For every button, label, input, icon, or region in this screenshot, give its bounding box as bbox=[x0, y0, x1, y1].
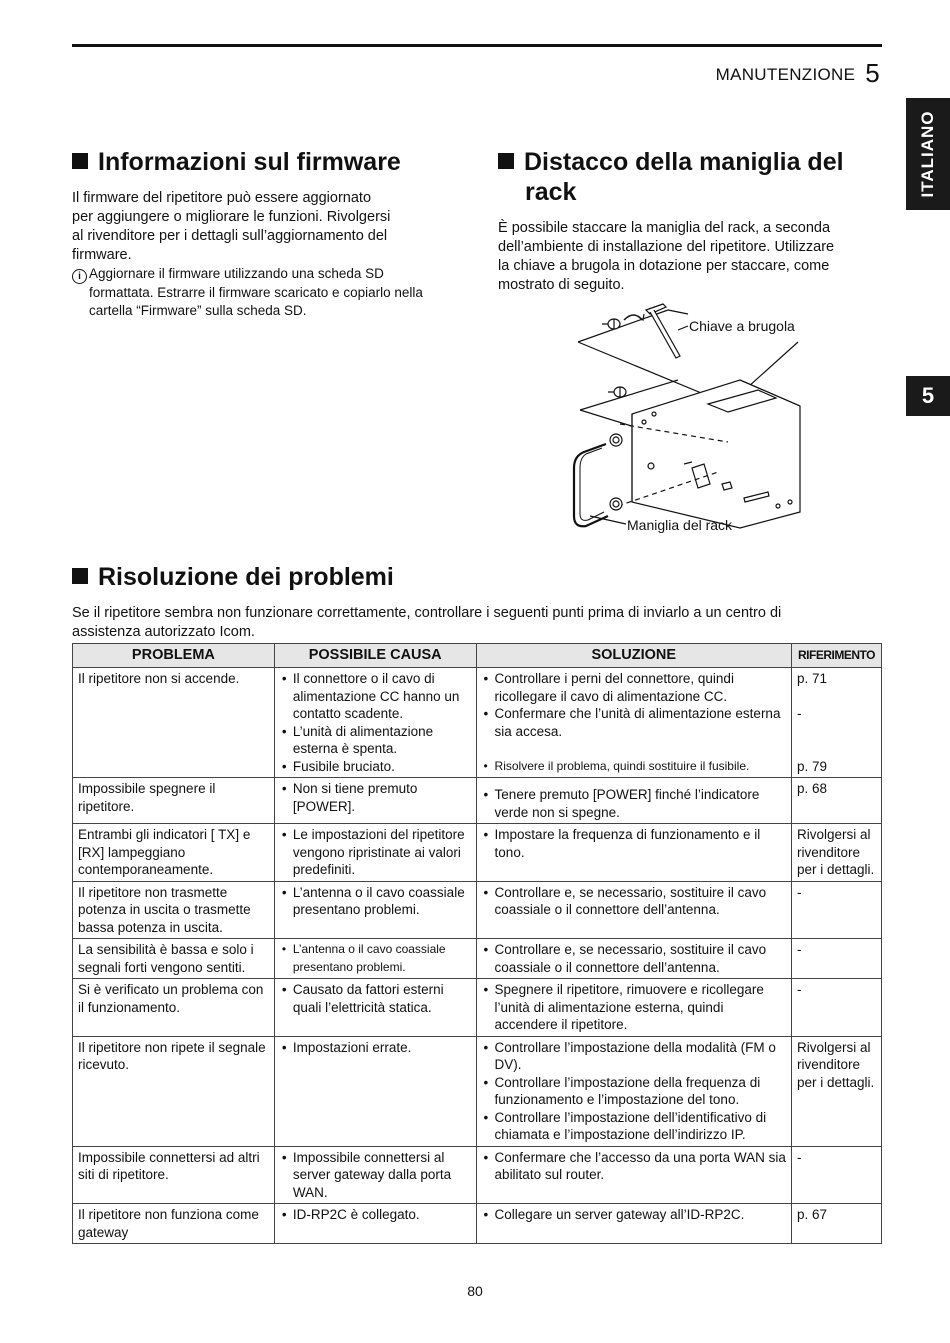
info-icon: i bbox=[72, 269, 87, 284]
solution-item: • Controllare l’impostazione della modalità (FM o DV). bbox=[482, 1039, 787, 1074]
solution-item: • Controllare i perni del connettore, quindi ricollegare il cavo di alimentazione CC. bbox=[482, 670, 787, 705]
table-row bbox=[73, 1204, 882, 1244]
cause-cell bbox=[274, 939, 476, 979]
text-line: Il firmware del ripetitore può essere aggiornato bbox=[72, 190, 372, 206]
problem-cell: Impossibile spegnere il ripetitore. bbox=[73, 778, 275, 824]
col-header-solution: SOLUZIONE bbox=[476, 644, 791, 668]
solution-item: • Controllare l’impostazione dell’identificativo di chiamata e l’impostazione dell’indirizzo IP. bbox=[482, 1109, 787, 1144]
cause-cell bbox=[274, 778, 476, 824]
language-tab-label: ITALIANO bbox=[918, 110, 937, 198]
solution-item: • Controllare e, se necessario, sostituire il cavo coassiale o il connettore dell’antenna. bbox=[482, 884, 787, 919]
heading-square-icon bbox=[72, 153, 88, 169]
running-header bbox=[716, 58, 880, 89]
solution-cell bbox=[476, 1204, 791, 1244]
handle-label: Maniglia del rack bbox=[627, 517, 733, 533]
language-tab bbox=[906, 98, 950, 210]
reference-cell: Rivolgersi al rivenditore per i dettagli. bbox=[791, 1036, 881, 1146]
section-title: MANUTENZIONE bbox=[715, 65, 856, 84]
screw-icon bbox=[602, 319, 620, 329]
col-header-reference: RIFERIMENTO bbox=[791, 644, 881, 668]
solution-item: • Spegnere il ripetitore, rimuovere e ricollegare l’unità di alimentazione esterna, quindi accendere il ripetitore. bbox=[482, 981, 787, 1034]
chapter-tab: 5 bbox=[906, 376, 950, 416]
solution-cell bbox=[476, 824, 791, 882]
solution-cell bbox=[476, 668, 791, 778]
table-row bbox=[73, 824, 882, 882]
solution-item: • Risolvere il problema, quindi sostituire il fusibile. bbox=[482, 758, 787, 776]
cause-item: • Il connettore o il cavo di alimentazione CC hanno un contatto scadente. bbox=[280, 670, 472, 723]
table-row bbox=[73, 1036, 882, 1146]
problem-cell: Entrambi gli indicatori [ TX] e [RX] lampeggiano contemporaneamente. bbox=[73, 824, 275, 882]
cause-cell bbox=[274, 824, 476, 882]
reference-cell: p. 67 bbox=[791, 1204, 881, 1244]
table-row bbox=[73, 979, 882, 1037]
cause-cell bbox=[274, 1204, 476, 1244]
troubleshooting-title: Risoluzione dei problemi bbox=[98, 563, 394, 591]
problem-cell: Il ripetitore non si accende. bbox=[73, 668, 275, 778]
text-line: dell’ambiente di installazione del ripetitore. Utilizzare bbox=[498, 239, 835, 255]
problem-cell: Impossibile connettersi ad altri siti di ripetitore. bbox=[73, 1146, 275, 1204]
problem-cell: Il ripetitore non trasmette potenza in uscita o trasmette bassa potenza in uscita. bbox=[73, 881, 275, 939]
note-line: formattata. Estrarre il firmware scaricato e copiarlo nella bbox=[89, 285, 423, 300]
text-line: È possibile staccare la maniglia del rack, a seconda bbox=[498, 220, 831, 236]
troubleshooting-intro bbox=[72, 604, 781, 642]
table-row bbox=[73, 668, 882, 778]
text-line: assistenza autorizzato Icom. bbox=[72, 624, 255, 640]
reference-item: p. 79 bbox=[796, 758, 828, 774]
table-header-row bbox=[73, 644, 882, 668]
page-number: 80 bbox=[467, 1283, 483, 1299]
rack-text bbox=[498, 219, 834, 295]
reference-item: p. 71 bbox=[796, 671, 828, 686]
firmware-text bbox=[72, 189, 390, 265]
problem-cell: La sensibilità è bassa e solo i segnali forti vengono sentiti. bbox=[73, 939, 275, 979]
solution-cell bbox=[476, 881, 791, 939]
reference-cell: Rivolgersi al rivenditore per i dettagli. bbox=[791, 824, 881, 882]
cause-item: • ID-RP2C è collegato. bbox=[280, 1206, 472, 1224]
cause-item: • Le impostazioni del ripetitore vengono ripristinate ai valori predefiniti. bbox=[280, 826, 472, 879]
solution-item: • Impostare la frequenza di funzionamento e il tono. bbox=[482, 826, 787, 861]
solution-item: • Confermare che l’accesso da una porta WAN sia abilitato sul router. bbox=[482, 1149, 787, 1184]
cause-cell bbox=[274, 1146, 476, 1204]
cause-cell bbox=[274, 668, 476, 778]
problem-cell: Si è verificato un problema con il funzionamento. bbox=[73, 979, 275, 1037]
cause-item: • Non si tiene premuto [POWER]. bbox=[280, 780, 472, 815]
note-line: Aggiornare il firmware utilizzando una scheda SD bbox=[89, 266, 384, 281]
firmware-heading bbox=[72, 147, 401, 177]
solution-item: • Confermare che l’unità di alimentazione esterna sia accesa. bbox=[482, 705, 787, 740]
solution-cell bbox=[476, 1036, 791, 1146]
reference-cell: p. 68 bbox=[791, 778, 881, 824]
troubleshooting-heading bbox=[72, 562, 394, 592]
cause-item: • Causato da fattori esterni quali l’elettricità statica. bbox=[280, 981, 472, 1016]
cause-cell bbox=[274, 979, 476, 1037]
reference-cell bbox=[791, 668, 881, 778]
troubleshooting-table bbox=[72, 643, 882, 1244]
text-line: per aggiungere o migliorare le funzioni. Rivolgersi bbox=[72, 209, 391, 225]
problem-cell: Il ripetitore non ripete il segnale ricevuto. bbox=[73, 1036, 275, 1146]
solution-cell bbox=[476, 1146, 791, 1204]
header-rule bbox=[72, 44, 882, 47]
cause-item: • L’antenna o il cavo coassiale presentano problemi. bbox=[280, 941, 472, 976]
solution-cell bbox=[476, 778, 791, 824]
col-header-cause: POSSIBILE CAUSA bbox=[274, 644, 476, 668]
screw-icon bbox=[610, 434, 622, 510]
reference-cell: - bbox=[791, 1146, 881, 1204]
rack-heading bbox=[498, 147, 844, 207]
solution-cell bbox=[476, 939, 791, 979]
reference-cell: - bbox=[791, 979, 881, 1037]
reference-item: - bbox=[796, 706, 802, 721]
cause-item: • Impossibile connettersi al server gateway dalla porta WAN. bbox=[280, 1149, 472, 1202]
cause-cell bbox=[274, 881, 476, 939]
cause-item: • L’unità di alimentazione esterna è spenta. bbox=[280, 723, 472, 758]
chapter-number: 5 bbox=[865, 58, 880, 88]
firmware-note bbox=[72, 265, 423, 320]
col-header-problem: PROBLEMA bbox=[73, 644, 275, 668]
firmware-title: Informazioni sul firmware bbox=[98, 148, 401, 176]
rack-title-line2: rack bbox=[525, 178, 577, 206]
rack-title-line1: Distacco della maniglia del bbox=[524, 148, 844, 176]
reference-cell: - bbox=[791, 939, 881, 979]
table-row bbox=[73, 881, 882, 939]
text-line: firmware. bbox=[72, 247, 132, 263]
screw-icon bbox=[608, 387, 626, 397]
wrench-label: Chiave a brugola bbox=[689, 318, 795, 334]
reference-cell: - bbox=[791, 881, 881, 939]
cause-item: • L’antenna o il cavo coassiale presentano problemi. bbox=[280, 884, 472, 919]
solution-item: • Tenere premuto [POWER] finché l’indicatore verde non si spegne. bbox=[482, 786, 787, 821]
heading-square-icon bbox=[72, 568, 88, 584]
solution-item: • Controllare l’impostazione della frequenza di funzionamento e l’impostazione del tono. bbox=[482, 1074, 787, 1109]
solution-item: • Controllare e, se necessario, sostituire il cavo coassiale o il connettore dell’antenna. bbox=[482, 941, 787, 976]
rack-handle-diagram bbox=[568, 302, 808, 537]
heading-square-icon bbox=[498, 153, 514, 169]
problem-cell: Il ripetitore non funziona come gateway bbox=[73, 1204, 275, 1244]
table-row bbox=[73, 939, 882, 979]
table-row bbox=[73, 1146, 882, 1204]
cause-cell bbox=[274, 1036, 476, 1146]
text-line: al rivenditore per i dettagli sull’aggiornamento del bbox=[72, 228, 388, 244]
cause-item: • Impostazioni errate. bbox=[280, 1039, 472, 1057]
text-line: la chiave a brugola in dotazione per staccare, come bbox=[498, 258, 830, 274]
cause-item: • Fusibile bruciato. bbox=[280, 758, 472, 776]
solution-item: • Collegare un server gateway all’ID-RP2C. bbox=[482, 1206, 787, 1224]
solution-cell bbox=[476, 979, 791, 1037]
text-line: mostrato di seguito. bbox=[498, 277, 625, 293]
note-line: cartella “Firmware” sulla scheda SD. bbox=[89, 303, 307, 318]
text-line: Se il ripetitore sembra non funzionare correttamente, controllare i seguenti punti prima di inviarlo a un centro di bbox=[72, 605, 782, 621]
table-row bbox=[73, 778, 882, 824]
